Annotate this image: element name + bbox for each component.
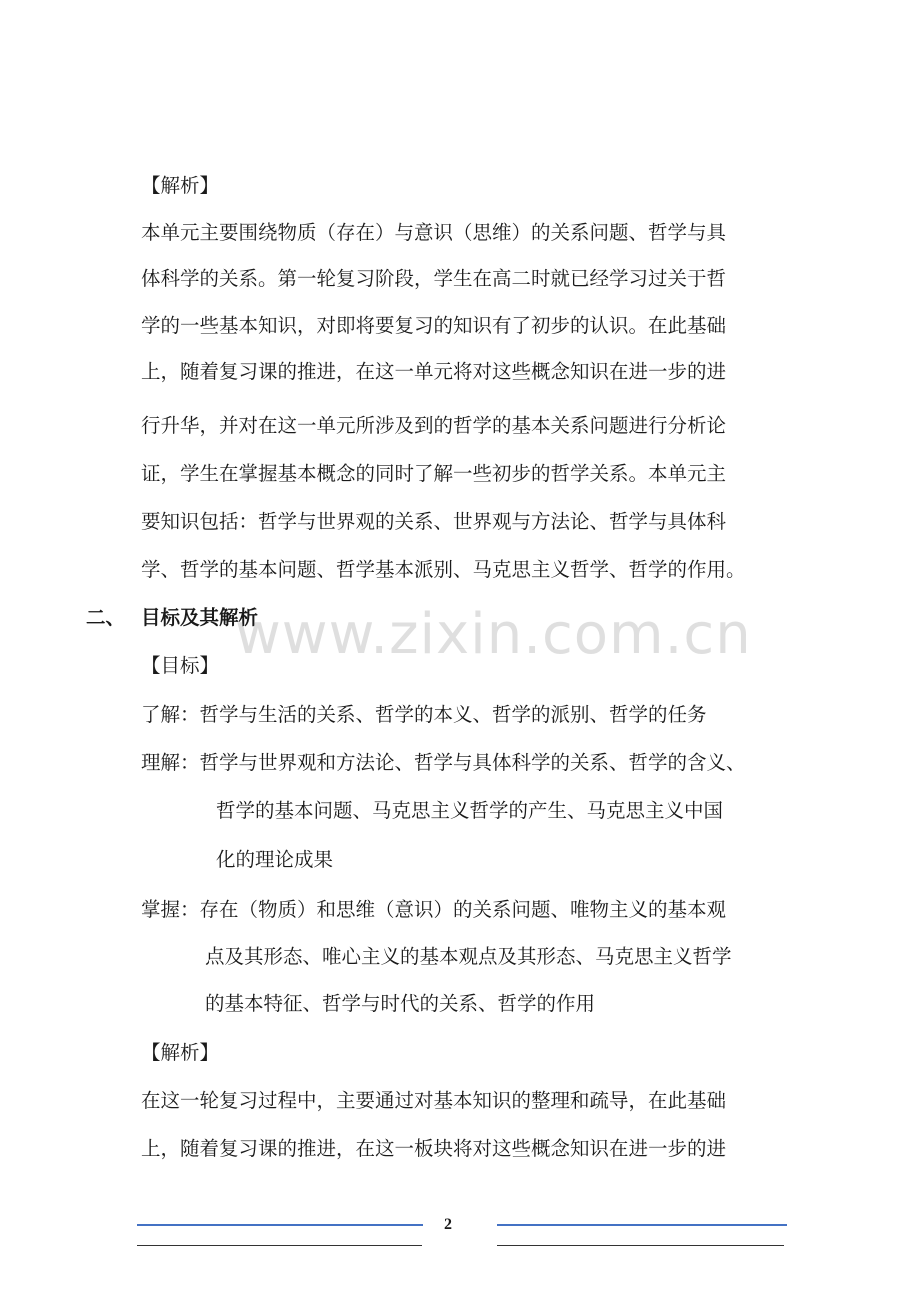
- paragraph-line: 要知识包括：哲学与世界观的关系、世界观与方法论、哲学与具体科: [141, 510, 727, 533]
- analysis-label-2: 【解析】: [141, 1041, 220, 1064]
- paragraph-line: 学、哲学的基本问题、哲学基本派别、马克思主义哲学、哲学的作用。: [141, 558, 746, 581]
- master-line: 点及其形态、唯心主义的基本观点及其形态、马克思主义哲学: [205, 945, 732, 968]
- footer-rule-right: [497, 1245, 784, 1246]
- footer-rule-left: [137, 1245, 422, 1246]
- paragraph-line: 行升华，并对在这一单元所涉及到的哲学的基本关系问题进行分析论: [141, 414, 727, 437]
- paragraph-line: 上，随着复习课的推进，在这一板块将对这些概念知识在进一步的进: [141, 1137, 727, 1160]
- section-number: 二、: [86, 606, 126, 629]
- master-line: 的基本特征、哲学与时代的关系、哲学的作用: [205, 992, 596, 1015]
- analysis-label-1: 【解析】: [141, 174, 220, 197]
- comprehend-line: 化的理论成果: [216, 848, 334, 871]
- paragraph-line: 学的一些基本知识，对即将要复习的知识有了初步的认识。在此基础: [141, 314, 727, 337]
- goal-label: 【目标】: [141, 654, 220, 677]
- page-number: 2: [444, 1216, 452, 1233]
- paragraph-line: 在这一轮复习过程中，主要通过对基本知识的整理和疏导，在此基础: [141, 1089, 727, 1112]
- footer-rule-right-accent: [497, 1224, 787, 1226]
- paragraph-line: 本单元主要围绕物质（存在）与意识（思维）的关系问题、哲学与具: [141, 221, 727, 244]
- paragraph-line: 上，随着复习课的推进，在这一单元将对这些概念知识在进一步的进: [141, 360, 727, 383]
- master-line: 掌握：存在（物质）和思维（意识）的关系问题、唯物主义的基本观: [141, 898, 727, 921]
- comprehend-line: 哲学的基本问题、马克思主义哲学的产生、马克思主义中国: [216, 799, 724, 822]
- understand-line: 了解：哲学与生活的关系、哲学的本义、哲学的派别、哲学的任务: [141, 703, 707, 726]
- comprehend-line: 理解：哲学与世界观和方法论、哲学与具体科学的关系、哲学的含义、: [141, 751, 746, 774]
- paragraph-line: 体科学的关系。第一轮复习阶段，学生在高二时就已经学习过关于哲: [141, 267, 727, 290]
- watermark: www.zixin.com.cn: [235, 602, 752, 667]
- paragraph-line: 证，学生在掌握基本概念的同时了解一些初步的哲学关系。本单元主: [141, 462, 727, 485]
- section-title: 目标及其解析: [141, 606, 259, 629]
- footer-rule-left-accent: [137, 1224, 423, 1226]
